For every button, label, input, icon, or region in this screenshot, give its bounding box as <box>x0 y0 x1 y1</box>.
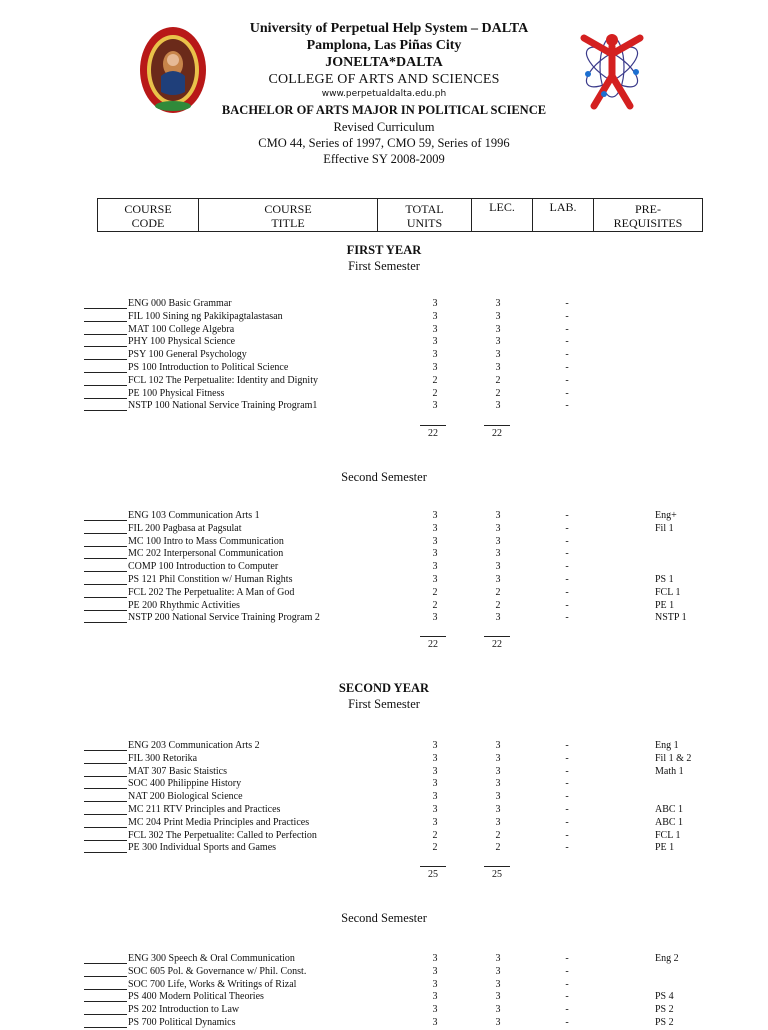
check-blank <box>84 979 127 990</box>
course-units: 3 <box>432 336 438 348</box>
course-units: 3 <box>432 752 438 764</box>
semester-title-y1s2: Second Semester <box>341 470 427 484</box>
course-row <box>84 523 724 536</box>
course-units: 3 <box>432 561 438 573</box>
course-lab: - <box>565 535 569 547</box>
course-prerequisite: NSTP 1 <box>655 612 687 624</box>
course-lec: 3 <box>495 1004 501 1016</box>
check-blank <box>84 311 127 322</box>
course-code-title: PE 200 Rhythmic Activities <box>128 599 240 611</box>
course-code-title: COMP 100 Introduction to Computer <box>128 561 279 573</box>
course-row <box>84 1004 724 1017</box>
course-lab: - <box>565 991 569 1003</box>
course-row <box>84 791 724 804</box>
total-units-y1s2: 22 <box>428 639 438 650</box>
total-line-units-y1s2 <box>420 636 446 637</box>
college-name: COLLEGE OF ARTS AND SCIENCES <box>268 72 500 87</box>
course-lab: - <box>565 349 569 361</box>
course-lab: - <box>565 298 569 309</box>
course-units: 3 <box>432 323 438 335</box>
course-prerequisite: PS 2 <box>655 1016 674 1028</box>
col-course-title: COURSE TITLE <box>199 199 378 231</box>
course-lec: 3 <box>495 991 501 1003</box>
course-lec: 2 <box>495 599 501 611</box>
check-blank <box>84 336 127 347</box>
course-lec: 3 <box>495 336 501 348</box>
course-units: 2 <box>432 599 438 611</box>
course-code-title: NSTP 100 National Service Training Program1 <box>128 400 318 412</box>
column-header-table <box>97 198 703 232</box>
course-prerequisite: PS 1 <box>655 573 674 585</box>
cmo-reference: CMO 44, Series of 1997, CMO 59, Series of 1996 <box>258 136 510 150</box>
course-row <box>84 766 724 779</box>
course-code-title: PS 202 Introduction to Law <box>128 1004 240 1016</box>
course-prerequisite: FCL 1 <box>655 829 681 841</box>
course-lec: 3 <box>495 535 501 547</box>
course-code-title: FCL 102 The Perpetualite: Identity and Dignity <box>128 374 318 386</box>
semester-title-y1s1: First Semester <box>348 259 420 273</box>
course-prerequisite: ABC 1 <box>655 803 684 815</box>
course-lab: - <box>565 586 569 598</box>
course-code-title: PS 100 Introduction to Political Science <box>128 361 289 373</box>
course-code-title: SOC 400 Philippine History <box>128 778 242 790</box>
course-lab: - <box>565 842 569 854</box>
course-lec: 2 <box>495 374 501 386</box>
course-code-title: ENG 300 Speech & Oral Communication <box>128 953 295 964</box>
check-blank <box>84 953 127 964</box>
course-prerequisite: PS 4 <box>655 991 674 1003</box>
course-lab: - <box>565 522 569 534</box>
course-list-y2s2 <box>84 953 724 1030</box>
course-lec: 3 <box>495 548 501 560</box>
course-prerequisite: ABC 1 <box>655 816 684 828</box>
course-code-title: NAT 200 Biological Science <box>128 791 243 803</box>
course-code-title: MC 202 Interpersonal Communication <box>128 548 284 560</box>
check-blank <box>84 400 127 411</box>
course-row <box>84 536 724 549</box>
course-lab: - <box>565 561 569 573</box>
course-list-y1s1 <box>84 298 724 413</box>
course-lec: 3 <box>495 361 501 373</box>
course-lec: 3 <box>495 323 501 335</box>
course-lec: 3 <box>495 752 501 764</box>
course-code-title: SOC 605 Pol. & Governance w/ Phil. Const. <box>128 965 307 977</box>
course-code-title: MAT 307 Basic Staistics <box>128 765 227 777</box>
course-lab: - <box>565 778 569 790</box>
course-prerequisite: PE 1 <box>655 842 675 854</box>
course-lab: - <box>565 510 569 521</box>
course-lec: 3 <box>495 612 501 624</box>
check-blank <box>84 830 127 841</box>
course-units: 3 <box>432 1016 438 1028</box>
course-code-title: PS 121 Phil Constition w/ Human Rights <box>128 573 293 585</box>
course-code-title: SOC 700 Life, Works & Writings of Rizal <box>128 978 297 990</box>
check-blank <box>84 561 127 572</box>
program-title: BACHELOR OF ARTS MAJOR IN POLITICAL SCIENCE <box>221 103 547 117</box>
course-lab: - <box>565 374 569 386</box>
course-code-title: FCL 302 The Perpetualite: Called to Perfection <box>128 829 317 841</box>
col-prerequisites: PRE- REQUISITES <box>613 201 683 230</box>
course-lab: - <box>565 361 569 373</box>
course-row <box>84 587 724 600</box>
course-lab: - <box>565 548 569 560</box>
course-lec: 3 <box>495 573 501 585</box>
course-row <box>84 740 724 753</box>
university-name: University of Perpetual Help System – DALTA <box>249 21 529 36</box>
total-units-y1s1: 22 <box>428 428 438 439</box>
course-code-title: MC 211 RTV Principles and Practices <box>128 803 281 815</box>
course-lec: 3 <box>495 349 501 361</box>
course-lab: - <box>565 400 569 412</box>
col-lec: LEC. <box>472 199 533 231</box>
course-units: 3 <box>432 573 438 585</box>
course-units: 3 <box>432 349 438 361</box>
course-code-title: FIL 200 Pagbasa at Pagsulat <box>128 522 242 534</box>
course-code-title: MC 100 Intro to Mass Communication <box>128 535 284 547</box>
course-code-title: PSY 100 General Psychology <box>128 349 247 361</box>
check-blank <box>84 1004 127 1015</box>
course-code-title: ENG 000 Basic Grammar <box>128 298 232 309</box>
course-lab: - <box>565 829 569 841</box>
course-lec: 3 <box>495 310 501 322</box>
course-lec: 3 <box>495 765 501 777</box>
course-units: 2 <box>432 842 438 854</box>
course-lec: 2 <box>495 387 501 399</box>
course-row <box>84 1017 724 1030</box>
course-row <box>84 953 724 966</box>
course-prerequisite: Fil 1 <box>655 522 674 534</box>
check-blank <box>84 349 127 360</box>
course-units: 3 <box>432 965 438 977</box>
course-lab: - <box>565 387 569 399</box>
course-code-title: PE 100 Physical Fitness <box>128 387 225 399</box>
course-units: 3 <box>432 535 438 547</box>
course-units: 3 <box>432 298 438 309</box>
course-lab: - <box>565 1004 569 1016</box>
course-lab: - <box>565 791 569 803</box>
course-prerequisite: PS 2 <box>655 1004 674 1016</box>
course-units: 3 <box>432 953 438 964</box>
course-row <box>84 778 724 791</box>
course-units: 3 <box>432 361 438 373</box>
course-units: 3 <box>432 803 438 815</box>
course-code-title: ENG 203 Communication Arts 2 <box>128 740 260 751</box>
course-row <box>84 388 724 401</box>
course-row <box>84 979 724 992</box>
course-row <box>84 362 724 375</box>
revised-curriculum: Revised Curriculum <box>333 120 435 134</box>
course-code-title: PE 300 Individual Sports and Games <box>128 842 277 854</box>
course-units: 2 <box>432 387 438 399</box>
course-code-title: FIL 300 Retorika <box>128 752 198 764</box>
course-units: 2 <box>432 374 438 386</box>
course-row <box>84 842 724 855</box>
course-row <box>84 804 724 817</box>
course-units: 2 <box>432 829 438 841</box>
check-blank <box>84 991 127 1002</box>
check-blank <box>84 298 127 309</box>
check-blank <box>84 587 127 598</box>
course-prerequisite: Math 1 <box>655 765 684 777</box>
course-code-title: PHY 100 Physical Science <box>128 336 236 348</box>
course-row <box>84 612 724 625</box>
total-line-units-y1s1 <box>420 425 446 426</box>
jonelta-line: JONELTA*DALTA <box>325 55 443 70</box>
total-line-units-y2s1 <box>420 866 446 867</box>
course-units: 3 <box>432 548 438 560</box>
effective-year: Effective SY 2008-2009 <box>323 152 445 166</box>
course-row <box>84 548 724 561</box>
col-total-units: TOTAL UNITS <box>378 199 472 231</box>
course-lec: 2 <box>495 586 501 598</box>
check-blank <box>84 791 127 802</box>
total-line-lec-y1s2 <box>484 636 510 637</box>
course-code-title: NSTP 200 National Service Training Program 2 <box>128 612 320 624</box>
course-lec: 3 <box>495 953 501 964</box>
course-row <box>84 298 724 311</box>
course-lec: 3 <box>495 816 501 828</box>
university-location: Pamplona, Las Piñas City <box>306 38 462 53</box>
check-blank <box>84 375 127 386</box>
check-blank <box>84 536 127 547</box>
course-lec: 3 <box>495 978 501 990</box>
course-lab: - <box>565 978 569 990</box>
course-prerequisite: Eng 1 <box>655 740 679 751</box>
course-list-y2s1 <box>84 740 724 855</box>
course-code-title: PS 700 Political Dynamics <box>128 1016 236 1028</box>
course-lec: 3 <box>495 561 501 573</box>
course-lec: 3 <box>495 1016 501 1028</box>
course-row <box>84 324 724 337</box>
course-lab: - <box>565 573 569 585</box>
course-row <box>84 336 724 349</box>
total-line-lec-y1s1 <box>484 425 510 426</box>
year-title-second: SECOND YEAR <box>338 681 430 695</box>
website: www.perpetualdalta.edu.ph <box>321 89 447 99</box>
course-units: 3 <box>432 310 438 322</box>
check-blank <box>84 1017 127 1028</box>
check-blank <box>84 766 127 777</box>
course-prerequisite: Eng 2 <box>655 953 679 964</box>
check-blank <box>84 324 127 335</box>
course-lec: 2 <box>495 842 501 854</box>
check-blank <box>84 612 127 623</box>
course-lec: 2 <box>495 829 501 841</box>
course-row <box>84 966 724 979</box>
total-line-lec-y2s1 <box>484 866 510 867</box>
course-row <box>84 600 724 613</box>
check-blank <box>84 842 127 853</box>
check-blank <box>84 574 127 585</box>
course-lec: 3 <box>495 778 501 790</box>
course-units: 3 <box>432 1004 438 1016</box>
course-lab: - <box>565 612 569 624</box>
document-header <box>0 20 768 167</box>
course-units: 3 <box>432 510 438 521</box>
course-row <box>84 349 724 362</box>
course-lab: - <box>565 323 569 335</box>
course-row <box>84 375 724 388</box>
course-list-y1s2 <box>84 510 724 625</box>
course-units: 3 <box>432 778 438 790</box>
total-units-y2s1: 25 <box>428 869 438 880</box>
total-lec-y2s1: 25 <box>492 869 502 880</box>
course-lec: 3 <box>495 400 501 412</box>
course-units: 3 <box>432 740 438 751</box>
check-blank <box>84 600 127 611</box>
check-blank <box>84 548 127 559</box>
check-blank <box>84 740 127 751</box>
course-code-title: MAT 100 College Algebra <box>128 323 235 335</box>
course-row <box>84 561 724 574</box>
university-seal-logo <box>139 26 207 114</box>
course-prerequisite: Fil 1 & 2 <box>655 752 692 764</box>
semester-title-y2s1: First Semester <box>348 697 420 711</box>
course-units: 3 <box>432 765 438 777</box>
course-row <box>84 817 724 830</box>
course-prerequisite: PE 1 <box>655 599 675 611</box>
course-lab: - <box>565 816 569 828</box>
course-lab: - <box>565 1016 569 1028</box>
course-lec: 3 <box>495 965 501 977</box>
course-lab: - <box>565 740 569 751</box>
total-lec-y1s1: 22 <box>492 428 502 439</box>
course-row <box>84 753 724 766</box>
check-blank <box>84 966 127 977</box>
course-lec: 3 <box>495 522 501 534</box>
course-units: 3 <box>432 991 438 1003</box>
course-lec: 3 <box>495 803 501 815</box>
course-lab: - <box>565 336 569 348</box>
course-code-title: MC 204 Print Media Principles and Practices <box>128 816 310 828</box>
check-blank <box>84 753 127 764</box>
course-lab: - <box>565 953 569 964</box>
check-blank <box>84 362 127 373</box>
col-course-code: COURSE CODE <box>98 199 199 231</box>
course-code-title: FCL 202 The Perpetualite: A Man of God <box>128 586 295 598</box>
check-blank <box>84 778 127 789</box>
course-code-title: PS 400 Modern Political Theories <box>128 991 264 1003</box>
course-lab: - <box>565 803 569 815</box>
course-units: 3 <box>432 978 438 990</box>
check-blank <box>84 388 127 399</box>
col-lab: LAB. <box>533 199 594 231</box>
semester-title-y2s2: Second Semester <box>341 911 427 925</box>
course-code-title: FIL 100 Sining ng Pakikipagtalastasan <box>128 310 283 322</box>
course-row <box>84 400 724 413</box>
course-lab: - <box>565 965 569 977</box>
course-code-title: ENG 103 Communication Arts 1 <box>128 510 260 521</box>
atom-figure-logo <box>574 24 650 110</box>
course-lec: 3 <box>495 510 501 521</box>
check-blank <box>84 804 127 815</box>
check-blank <box>84 817 127 828</box>
course-lab: - <box>565 310 569 322</box>
year-title-first: FIRST YEAR <box>346 243 422 257</box>
course-prerequisite: Eng+ <box>655 510 677 521</box>
course-row <box>84 830 724 843</box>
course-lec: 3 <box>495 791 501 803</box>
course-units: 3 <box>432 612 438 624</box>
course-lec: 3 <box>495 298 501 309</box>
course-units: 3 <box>432 400 438 412</box>
course-units: 3 <box>432 816 438 828</box>
course-prerequisite: FCL 1 <box>655 586 681 598</box>
course-lec: 3 <box>495 740 501 751</box>
total-lec-y1s2: 22 <box>492 639 502 650</box>
course-row <box>84 311 724 324</box>
course-lab: - <box>565 752 569 764</box>
course-row <box>84 510 724 523</box>
course-units: 3 <box>432 522 438 534</box>
course-row <box>84 574 724 587</box>
check-blank <box>84 523 127 534</box>
course-lab: - <box>565 599 569 611</box>
course-units: 3 <box>432 791 438 803</box>
course-lab: - <box>565 765 569 777</box>
course-units: 2 <box>432 586 438 598</box>
course-row <box>84 991 724 1004</box>
check-blank <box>84 510 127 521</box>
